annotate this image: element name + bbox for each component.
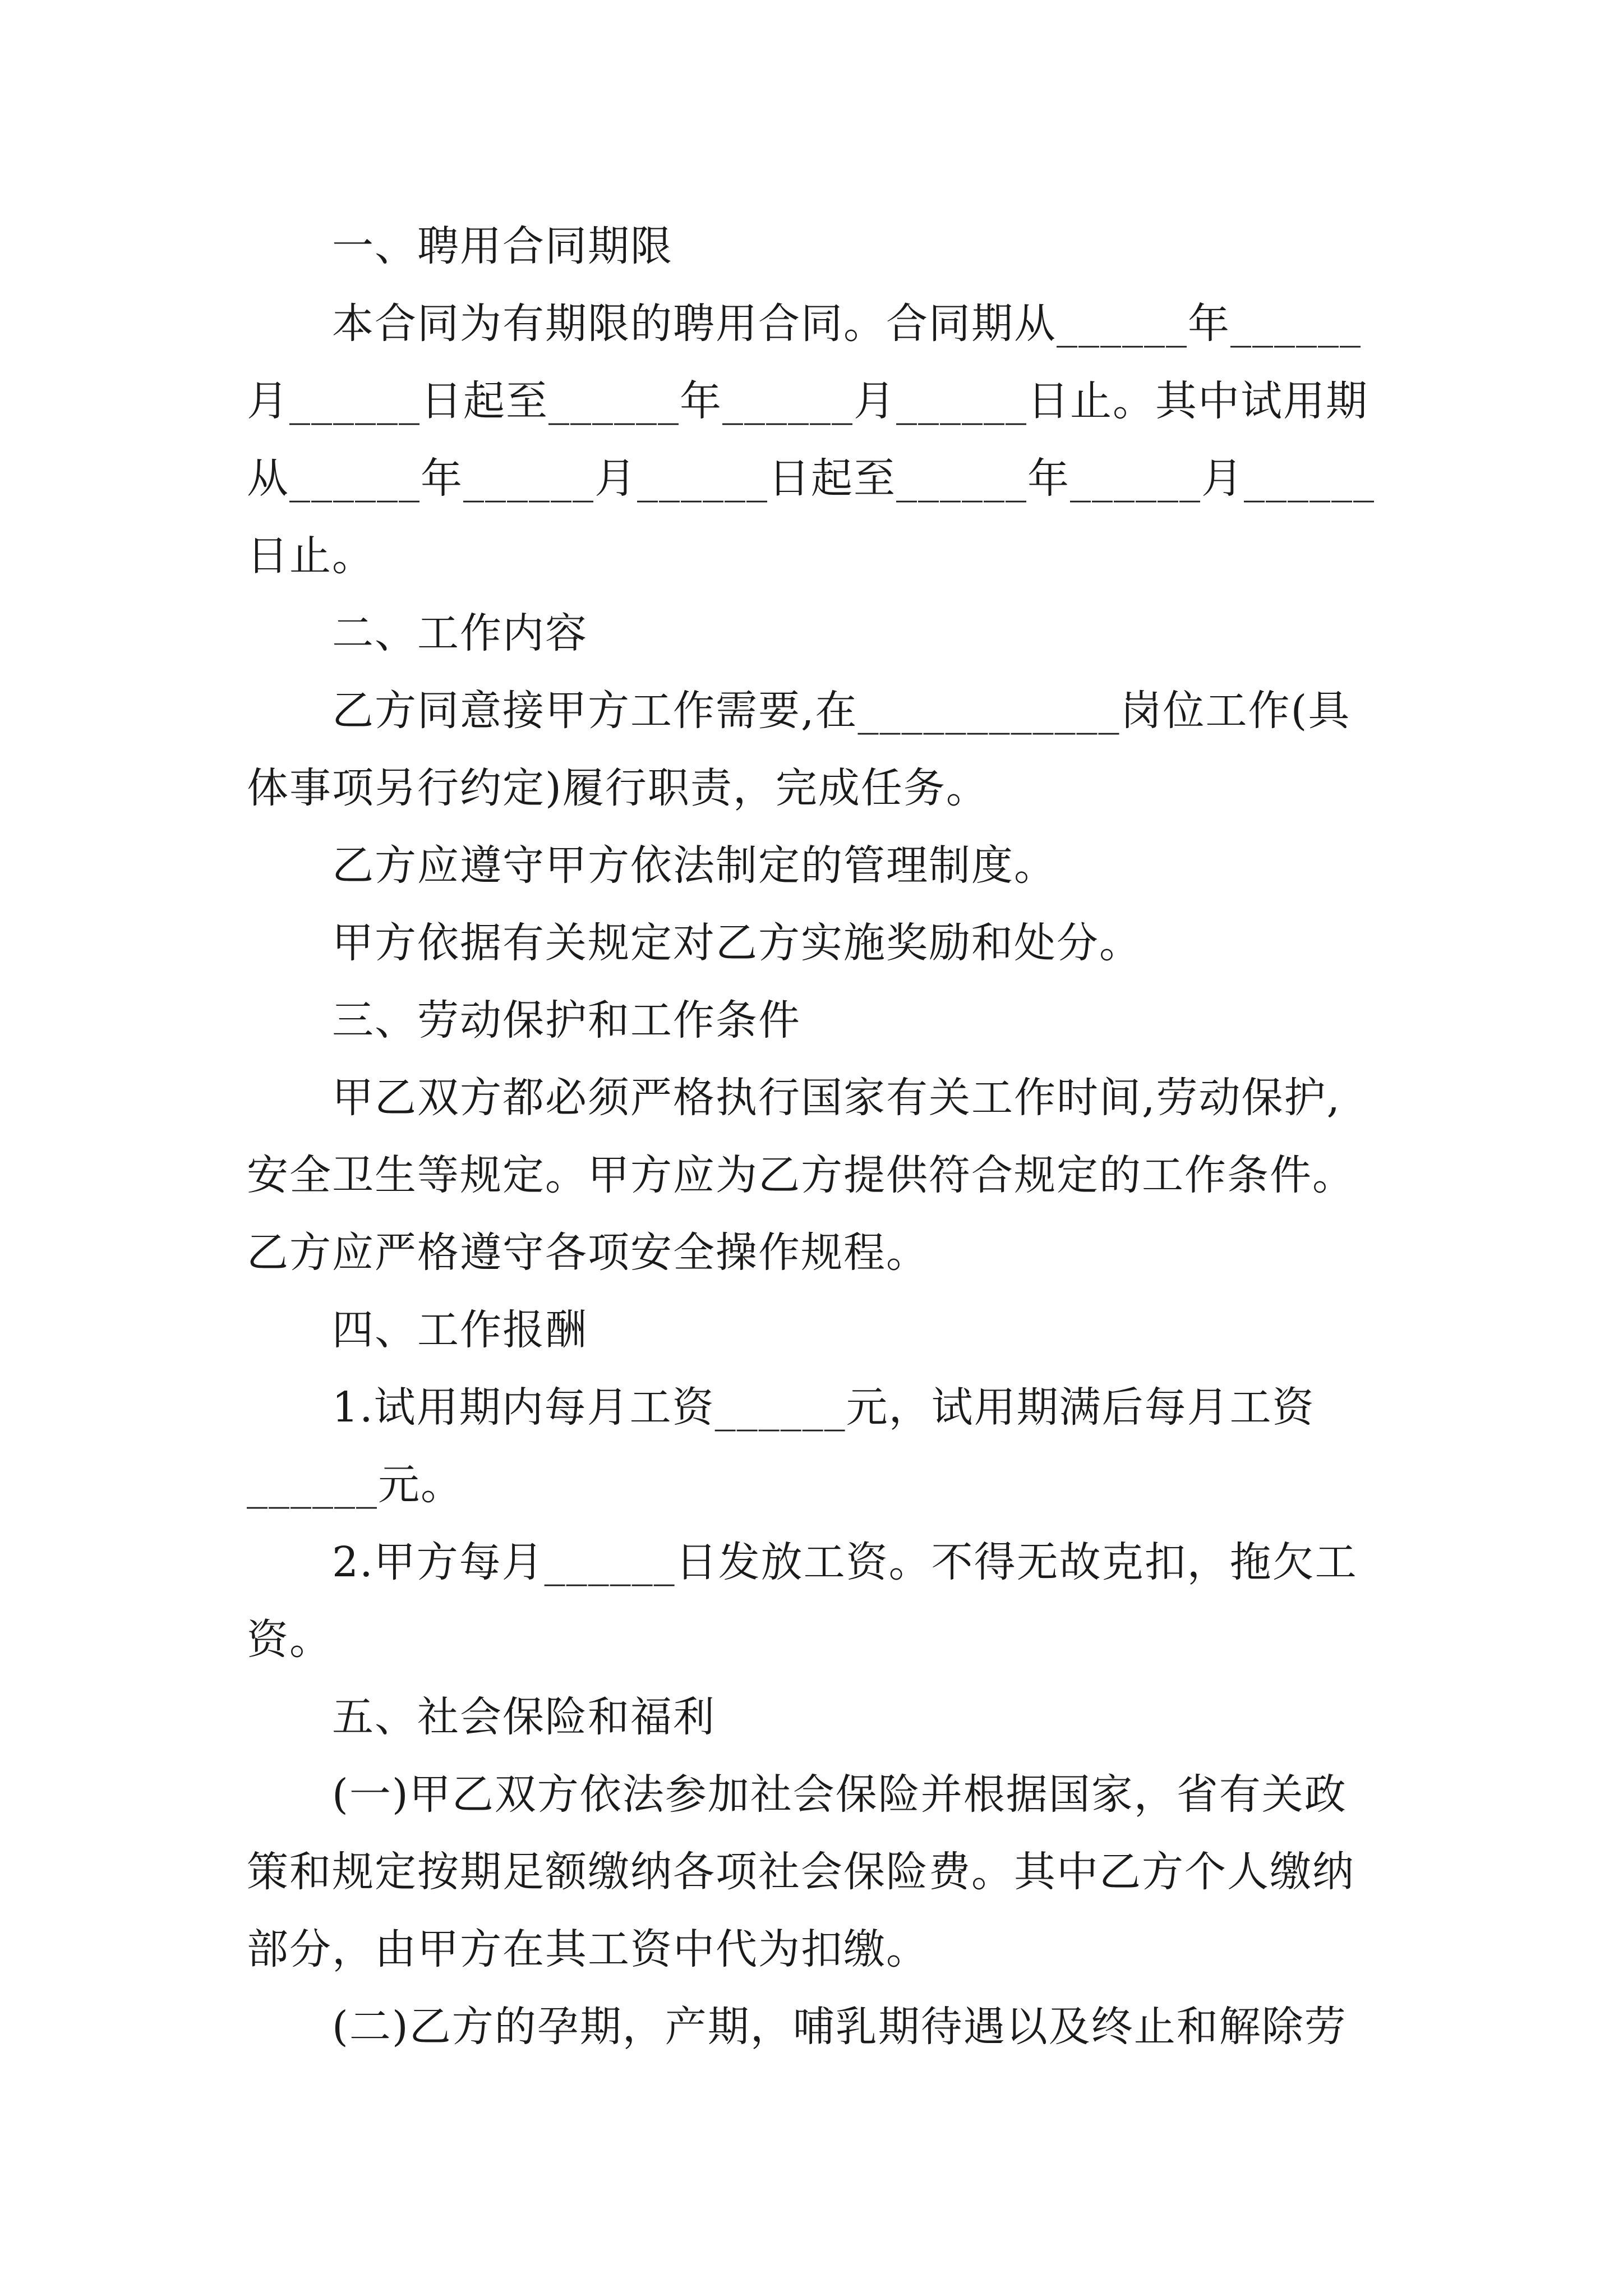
paragraph-line: 本合同为有期限的聘用合同。合同期从______年______	[332, 300, 1362, 348]
paragraph-line: 部分，由甲方在其工资中代为扣缴。	[247, 1925, 929, 1973]
section-heading-4: 四、工作报酬	[332, 1306, 588, 1354]
paragraph-line: 安全卫生等规定。甲方应为乙方提供符合规定的工作条件。	[247, 1151, 1355, 1199]
paragraph-line: 2.甲方每月______日发放工资。不得无故克扣，拖欠工	[332, 1538, 1358, 1586]
paragraph-line: 资。	[247, 1616, 332, 1664]
paragraph-line: 乙方同意接甲方工作需要,在____________岗位工作(具	[332, 687, 1351, 735]
paragraph-line: 体事项另行约定)履行职责，完成任务。	[247, 764, 989, 812]
section-heading-1: 一、聘用合同期限	[332, 222, 673, 270]
paragraph-line: 甲方依据有关规定对乙方实施奖励和处分。	[332, 919, 1142, 967]
section-heading-5: 五、社会保险和福利	[332, 1693, 716, 1741]
paragraph-line: (二)乙方的孕期，产期，哺乳期待遇以及终止和解除劳	[332, 2003, 1347, 2051]
section-heading-3: 三、劳动保护和工作条件	[332, 996, 801, 1045]
paragraph-line: 甲乙双方都必须严格执行国家有关工作时间,劳动保护,	[332, 1074, 1341, 1122]
section-heading-2: 二、工作内容	[332, 609, 588, 657]
paragraph-line: 月______日起至______年______月______日止。其中试用期	[247, 377, 1368, 425]
paragraph-line: 1.试用期内每月工资______元，试用期满后每月工资	[332, 1383, 1315, 1432]
contract-body	[247, 208, 1385, 2065]
paragraph-line: ______元。	[247, 1461, 463, 1509]
paragraph-line: 乙方应严格遵守各项安全操作规程。	[247, 1228, 929, 1277]
paragraph-line: 策和规定按期足额缴纳各项社会保险费。其中乙方个人缴纳	[247, 1848, 1355, 1896]
paragraph-line: 日止。	[247, 532, 375, 580]
paragraph-line: 从______年______月______日起至______年______月______	[247, 454, 1375, 503]
paragraph-line: (一)甲乙双方依法参加社会保险并根据国家，省有关政	[332, 1770, 1347, 1819]
paragraph-line: 乙方应遵守甲方依法制定的管理制度。	[332, 841, 1057, 890]
